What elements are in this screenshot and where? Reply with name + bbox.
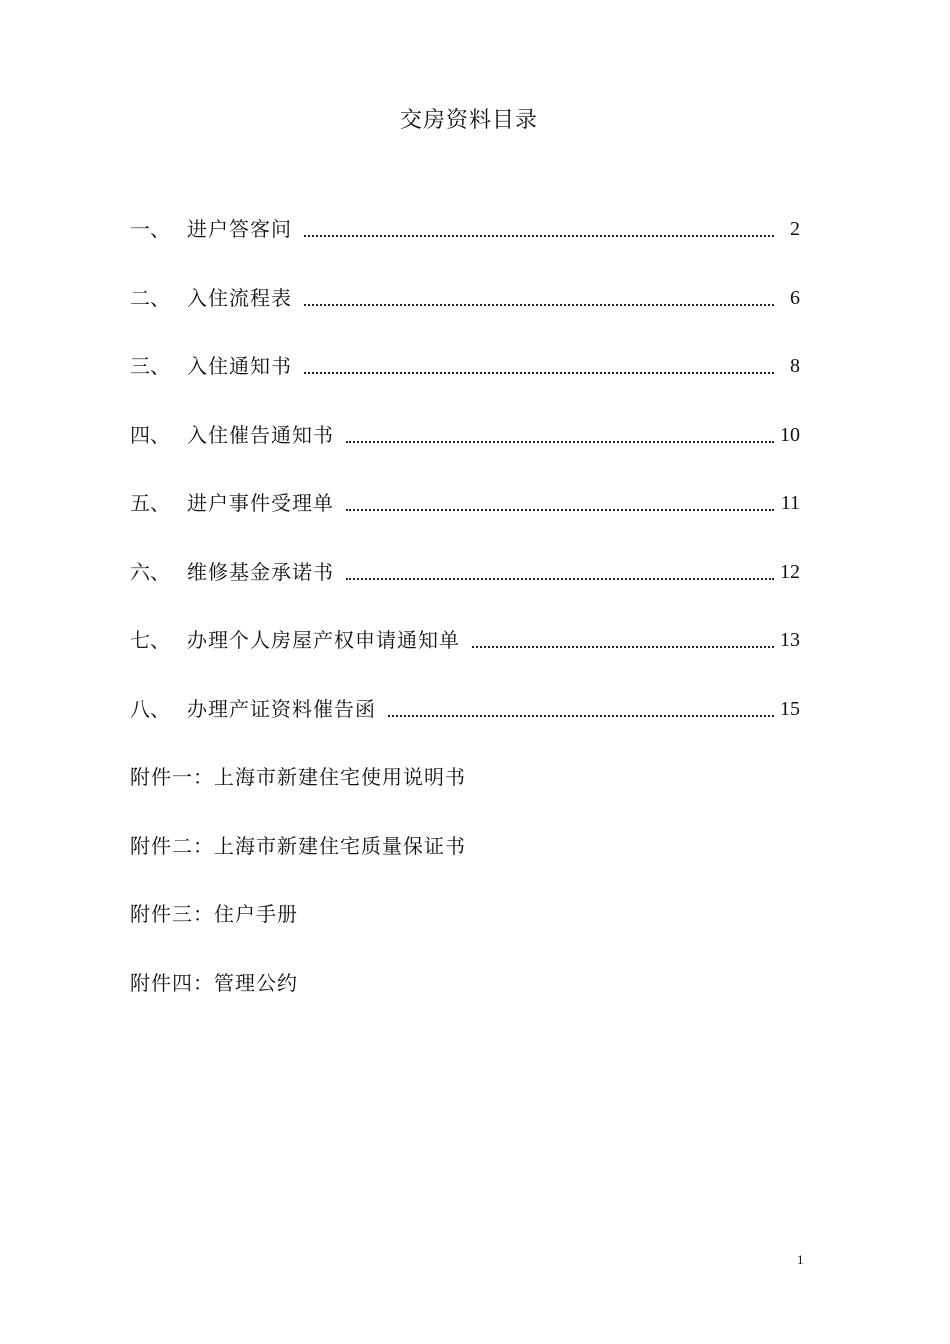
toc-dot-leader	[304, 349, 774, 374]
toc-entry-page: 6	[790, 286, 800, 309]
page-number: 1	[797, 1252, 804, 1267]
appendix-item: 附件一：上海市新建住宅使用说明书	[130, 765, 466, 789]
toc-dot-leader	[388, 692, 774, 717]
toc-entry-number: 二、	[130, 285, 170, 310]
toc-entry-page: 2	[790, 218, 800, 240]
toc-dot-leader	[346, 555, 774, 580]
toc-entry-number: 八、	[130, 696, 170, 721]
appendix-item: 附件三：住户手册	[130, 902, 298, 926]
toc-entry-number: 六、	[130, 559, 170, 584]
toc-entry[interactable]	[130, 555, 800, 624]
toc-entry-label: 进户答客问	[187, 217, 292, 241]
toc-dot-leader	[304, 281, 774, 306]
table-of-contents	[130, 212, 800, 1034]
toc-dot-leader	[472, 623, 774, 648]
toc-entry[interactable]	[130, 212, 800, 281]
toc-entry[interactable]	[130, 486, 800, 555]
toc-entry-label: 入住通知书	[187, 354, 292, 378]
appendix-item: 附件四：管理公约	[130, 970, 298, 995]
toc-dot-leader	[346, 486, 774, 511]
toc-entry-label: 维修基金承诺书	[187, 559, 334, 584]
toc-entry-number: 七、	[130, 628, 170, 652]
toc-entry[interactable]	[130, 418, 800, 487]
toc-entry-number: 一、	[130, 217, 170, 241]
toc-entry-page: 15	[780, 697, 800, 720]
toc-entry-page: 13	[780, 629, 800, 651]
document-title: 交房资料目录	[399, 108, 538, 133]
toc-entry-number: 四、	[130, 422, 170, 447]
toc-entry-number: 三、	[130, 354, 170, 378]
toc-entry-label: 进户事件受理单	[187, 491, 334, 515]
toc-entry-label: 入住催告通知书	[187, 422, 334, 447]
toc-entry-page: 11	[780, 492, 800, 514]
toc-entry-page: 10	[780, 423, 800, 446]
toc-entry[interactable]	[130, 623, 800, 692]
toc-dot-leader	[304, 212, 774, 237]
toc-entry[interactable]	[130, 281, 800, 350]
toc-entry-page: 8	[790, 355, 800, 377]
toc-entry-label: 入住流程表	[187, 285, 292, 310]
toc-entry-number: 五、	[130, 491, 170, 515]
toc-entry[interactable]	[130, 692, 800, 761]
appendix-item: 附件二：上海市新建住宅质量保证书	[130, 833, 466, 858]
toc-entry-label: 办理产证资料催告函	[187, 696, 376, 721]
toc-dot-leader	[346, 418, 774, 443]
toc-entry[interactable]	[130, 349, 800, 418]
toc-entry-page: 12	[780, 560, 800, 583]
toc-entry-label: 办理个人房屋产权申请通知单	[187, 628, 460, 652]
